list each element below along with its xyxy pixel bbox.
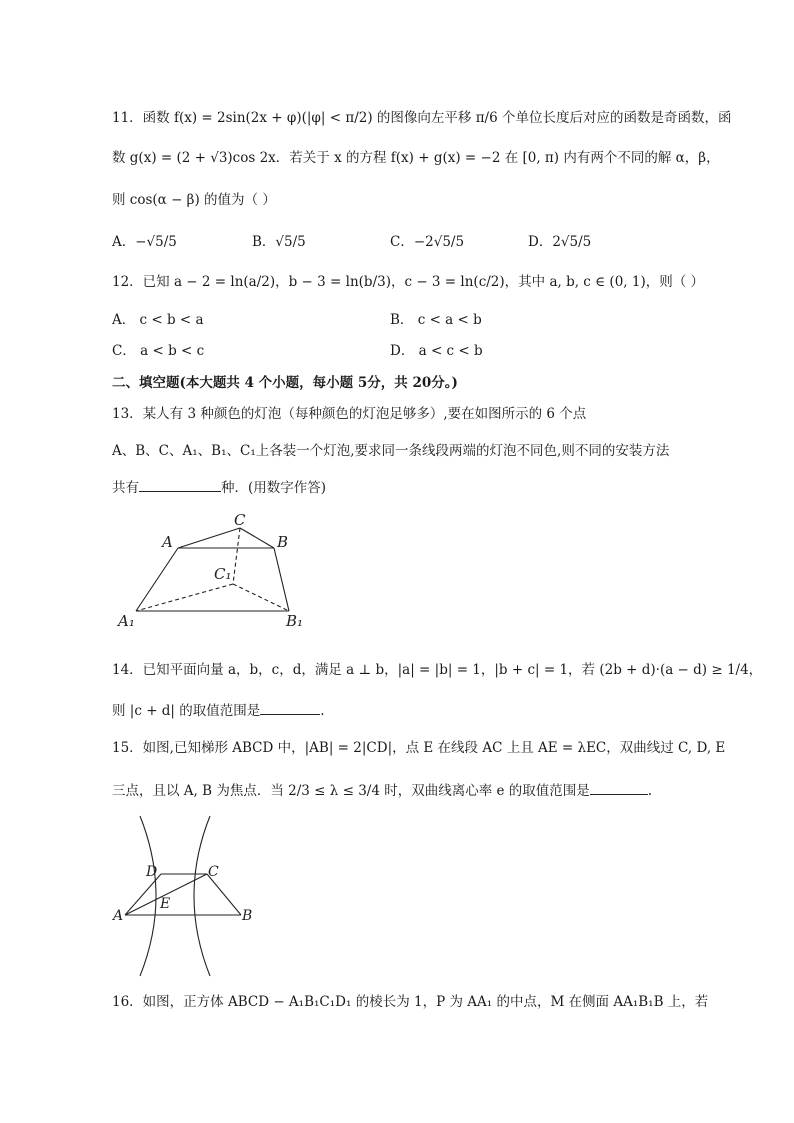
q11-line2: 数 g(x) = (2 + √3)cos 2x．若关于 x 的方程 f(x) + g(x) = −2 在 [0, π) 内有两个不同的解 α，β，: [112, 150, 720, 166]
q14-line2: [112, 700, 325, 721]
q15-line1: 15．如图,已知梯形 ABCD 中，|AB| = 2|CD|，点 E 在线段 AC 上且 AE = λEC，双曲线过 C, D, E: [112, 740, 726, 756]
q16-line1: 16．如图，正方体 ABCD − A₁B₁C₁D₁ 的棱长为 1，P 为 AA₁ 的中点，M 在侧面 AA₁B₁B 上，若: [112, 994, 709, 1010]
fig13-label-a: A: [162, 533, 173, 551]
edge-c-b: [240, 528, 274, 548]
q15-answer-blank: [590, 780, 648, 795]
q11-line1: 11．函数 f(x) = 2sin(2x + φ)(|φ| < π/2) 的图像向左平移 π/6 个单位长度后对应的函数是奇函数，函: [112, 110, 732, 126]
fig15-label-d: D: [146, 864, 158, 880]
fig15-label-b: B: [242, 908, 253, 924]
fig13-label-b1: B₁: [286, 612, 304, 630]
q13-line3: [112, 477, 326, 498]
fig13-label-c: C: [234, 511, 246, 529]
q11-option-d: D．2√5/5: [528, 234, 592, 250]
fig13-label-b: B: [277, 533, 289, 551]
q13-line3-post: 种．(用数字作答): [221, 480, 327, 496]
q15-line2-post: .: [647, 783, 653, 799]
q12-option-a: A． c < b < a: [112, 312, 204, 328]
q14-line2-pre: 则 |c + d| 的取值范围是: [112, 703, 261, 719]
fig15-label-a: A: [113, 908, 124, 924]
fig15-label-c: C: [208, 864, 219, 880]
q14-line1: 14．已知平面向量 a，b，c，d，满足 a ⊥ b，|a| = |b| = 1，|b + c| = 1，若 (2b + d)·(a − d) ≥ 1/4，: [112, 662, 763, 678]
edge-c1-b1: [233, 584, 289, 611]
fig15-label-e: E: [160, 896, 171, 912]
edge-b-b1: [274, 548, 289, 611]
q13-line1: 13．某人有 3 种颜色的灯泡（每种颜色的灯泡足够多）,要在如图所示的 6 个点: [112, 406, 587, 422]
q13-line3-pre: 共有: [112, 480, 139, 496]
q13-answer-blank: [139, 477, 221, 492]
edge-c-c1: [233, 528, 240, 584]
q11-line3: 则 cos(α − β) 的值为（ ）: [112, 192, 276, 208]
q11-option-a: A．−√5/5: [112, 234, 177, 250]
fig13-label-c1: C₁: [214, 565, 232, 583]
hyperbola-right-branch: [194, 816, 210, 976]
q15-line2: [112, 780, 652, 801]
fig13-label-a1: A₁: [118, 612, 135, 630]
q11-option-c: C．−2√5/5: [390, 234, 465, 250]
q12-line1: 12．已知 a − 2 = ln(a/2)，b − 3 = ln(b/3)，c − 3 = ln(c/2)，其中 a, b, c ∈ (0, 1)，则（ ）: [112, 274, 705, 290]
q12-option-c: C． a < b < c: [112, 343, 205, 359]
section-heading-fill-in: 二、填空题(本大题共 4 个小题，每小题 5分，共 20分。): [112, 375, 458, 391]
q13-frustum-figure: [112, 508, 312, 633]
edge-a-c: [178, 528, 240, 548]
q13-line2: A、B、C、A₁、B₁、C₁上各装一个灯泡,要求同一条线段两端的灯泡不同色,则不同的安装方法: [112, 443, 670, 459]
q14-answer-blank: [260, 700, 320, 715]
q11-option-b: B．√5/5: [252, 234, 306, 250]
q14-line2-post: .: [320, 703, 325, 719]
edge-c1-a1: [136, 584, 233, 611]
q12-option-d: D． a < c < b: [390, 343, 483, 359]
segment-c-b: [207, 874, 241, 915]
q15-hyperbola-figure: [112, 812, 272, 982]
q15-line2-pre: 三点，且以 A, B 为焦点．当 2/3 ≤ λ ≤ 3/4 时，双曲线离心率 e 的取值范围是: [112, 783, 590, 799]
q12-option-b: B． c < a < b: [390, 312, 482, 328]
